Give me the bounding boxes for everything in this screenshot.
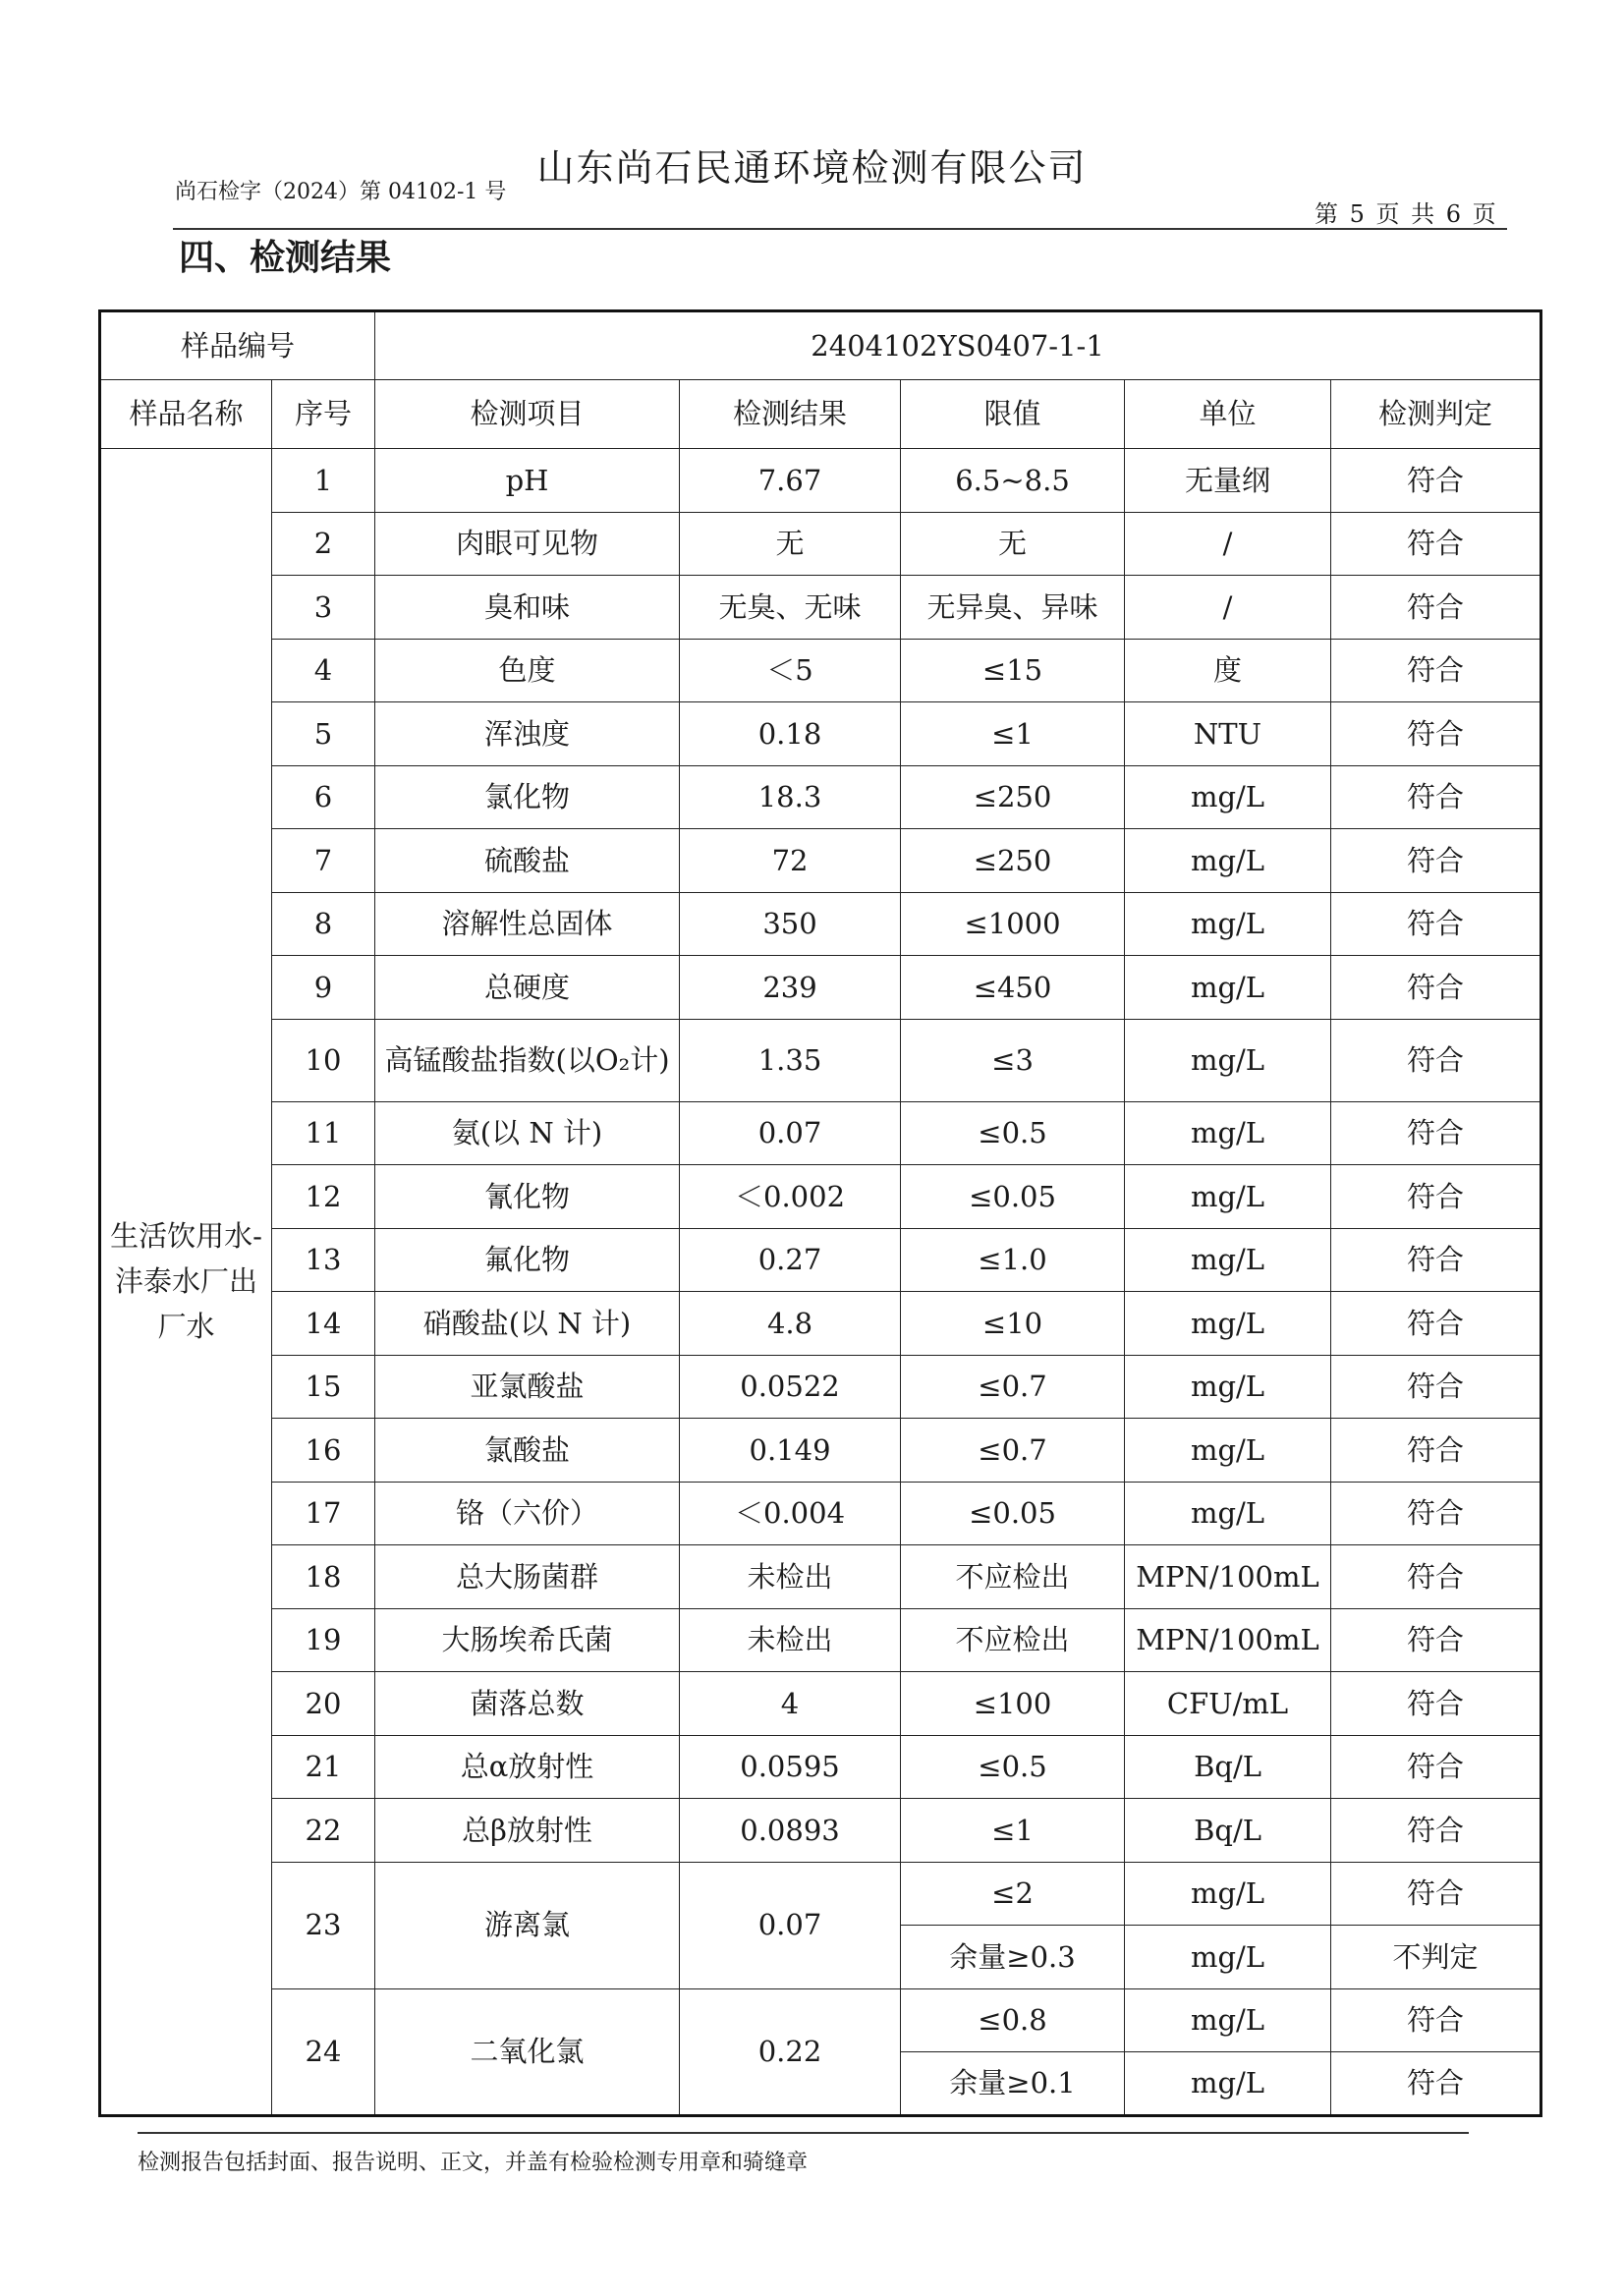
result-row: [100, 1355, 1541, 1419]
unit: mg/L: [1125, 1988, 1331, 2052]
test-item: 总大肠菌群: [375, 1545, 680, 1609]
test-item: 肉眼可见物: [375, 512, 680, 576]
row-number: 11: [272, 1101, 375, 1165]
verdict: 符合: [1331, 1419, 1541, 1483]
column-header-row: [100, 380, 1541, 449]
sample-id-value: 2404102YS0407-1-1: [375, 311, 1541, 380]
test-result: 0.22: [680, 1988, 901, 2115]
column-header: 检测项目: [375, 380, 680, 449]
row-number: 9: [272, 956, 375, 1020]
test-item: 总硬度: [375, 956, 680, 1020]
limit-value: 无: [901, 512, 1125, 576]
unit: /: [1125, 576, 1331, 640]
unit: mg/L: [1125, 1165, 1331, 1229]
result-row: [100, 1101, 1541, 1165]
limit-value: ≤250: [901, 829, 1125, 893]
verdict: 符合: [1331, 1228, 1541, 1292]
test-result: 72: [680, 829, 901, 893]
test-result: ＜0.004: [680, 1482, 901, 1545]
limit-value: 余量≥0.1: [901, 2052, 1125, 2116]
limit-value: ≤100: [901, 1672, 1125, 1736]
footer-divider: [138, 2132, 1469, 2134]
sample-id-label: 样品编号: [100, 311, 375, 380]
company-name: 山东尚石民通环境检测有限公司: [536, 146, 1088, 190]
verdict: 符合: [1331, 765, 1541, 829]
unit: Bq/L: [1125, 1735, 1331, 1799]
test-item: 溶解性总固体: [375, 892, 680, 956]
report-number: 尚石检字（2024）第 04102-1 号: [175, 180, 507, 204]
row-number: 5: [272, 702, 375, 766]
verdict: 符合: [1331, 1988, 1541, 2052]
unit: mg/L: [1125, 1228, 1331, 1292]
unit: mg/L: [1125, 2052, 1331, 2116]
unit: mg/L: [1125, 1292, 1331, 1356]
row-number: 16: [272, 1419, 375, 1483]
verdict: 符合: [1331, 702, 1541, 766]
limit-value: ≤1000: [901, 892, 1125, 956]
limit-value: 不应检出: [901, 1545, 1125, 1609]
test-result: ＜0.002: [680, 1165, 901, 1229]
result-row: [100, 512, 1541, 576]
row-number: 13: [272, 1228, 375, 1292]
test-item: 色度: [375, 639, 680, 702]
row-number: 10: [272, 1019, 375, 1101]
test-result: 0.149: [680, 1419, 901, 1483]
verdict: 符合: [1331, 1799, 1541, 1863]
limit-value: ≤450: [901, 956, 1125, 1020]
verdict: 符合: [1331, 1482, 1541, 1545]
unit: mg/L: [1125, 892, 1331, 956]
verdict: 符合: [1331, 1292, 1541, 1356]
test-result: 0.18: [680, 702, 901, 766]
result-row: [100, 892, 1541, 956]
sample-name-cell: 生活饮用水-沣泰水厂出厂水: [100, 449, 272, 2116]
verdict: 符合: [1331, 512, 1541, 576]
limit-value: ≤1: [901, 1799, 1125, 1863]
row-number: 2: [272, 512, 375, 576]
limit-value: ≤2: [901, 1862, 1125, 1926]
limit-value: ≤0.8: [901, 1988, 1125, 2052]
sample-id-row: [100, 311, 1541, 380]
limit-value: ≤0.05: [901, 1482, 1125, 1545]
unit: mg/L: [1125, 956, 1331, 1020]
test-result: 4: [680, 1672, 901, 1736]
row-number: 15: [272, 1355, 375, 1419]
limit-value: 余量≥0.3: [901, 1926, 1125, 1989]
unit: mg/L: [1125, 1482, 1331, 1545]
test-item: 硝酸盐(以 N 计): [375, 1292, 680, 1356]
unit: 度: [1125, 639, 1331, 702]
test-item: 菌落总数: [375, 1672, 680, 1736]
verdict: 符合: [1331, 1608, 1541, 1672]
result-row: [100, 1735, 1541, 1799]
test-item: 总β放射性: [375, 1799, 680, 1863]
result-row: [100, 702, 1541, 766]
section-title: 四、检测结果: [179, 238, 392, 278]
test-item: pH: [375, 449, 680, 513]
limit-value: 6.5~8.5: [901, 449, 1125, 513]
limit-value: ≤1.0: [901, 1228, 1125, 1292]
row-number: 18: [272, 1545, 375, 1609]
unit: MPN/100mL: [1125, 1545, 1331, 1609]
unit: /: [1125, 512, 1331, 576]
verdict: 符合: [1331, 1862, 1541, 1926]
result-row: [100, 1608, 1541, 1672]
result-row: [100, 1165, 1541, 1229]
unit: mg/L: [1125, 1355, 1331, 1419]
verdict: 符合: [1331, 576, 1541, 640]
result-row: [100, 1292, 1541, 1356]
test-item: 硫酸盐: [375, 829, 680, 893]
column-header: 序号: [272, 380, 375, 449]
verdict: 符合: [1331, 829, 1541, 893]
test-item: 总α放射性: [375, 1735, 680, 1799]
test-result: 0.27: [680, 1228, 901, 1292]
row-number: 23: [272, 1862, 375, 1988]
test-result: 0.07: [680, 1101, 901, 1165]
test-result: 0.0522: [680, 1355, 901, 1419]
test-result: 1.35: [680, 1019, 901, 1101]
limit-value: 不应检出: [901, 1608, 1125, 1672]
test-item: 浑浊度: [375, 702, 680, 766]
test-result: 无: [680, 512, 901, 576]
unit: mg/L: [1125, 1019, 1331, 1101]
row-number: 1: [272, 449, 375, 513]
test-item: 大肠埃希氏菌: [375, 1608, 680, 1672]
unit: MPN/100mL: [1125, 1608, 1331, 1672]
limit-value: ≤15: [901, 639, 1125, 702]
verdict: 符合: [1331, 639, 1541, 702]
verdict: 符合: [1331, 1355, 1541, 1419]
test-result: 0.0893: [680, 1799, 901, 1863]
limit-value: ≤3: [901, 1019, 1125, 1101]
result-row: [100, 765, 1541, 829]
row-number: 12: [272, 1165, 375, 1229]
result-row: [100, 576, 1541, 640]
test-item: 游离氯: [375, 1862, 680, 1988]
test-item: 氯化物: [375, 765, 680, 829]
limit-value: ≤0.5: [901, 1101, 1125, 1165]
unit: CFU/mL: [1125, 1672, 1331, 1736]
column-header: 样品名称: [100, 380, 272, 449]
verdict: 符合: [1331, 956, 1541, 1020]
column-header: 检测结果: [680, 380, 901, 449]
limit-value: 无异臭、异味: [901, 576, 1125, 640]
test-item: 铬（六价）: [375, 1482, 680, 1545]
result-row: [100, 1799, 1541, 1863]
unit: mg/L: [1125, 1862, 1331, 1926]
test-item: 臭和味: [375, 576, 680, 640]
row-number: 17: [272, 1482, 375, 1545]
row-number: 8: [272, 892, 375, 956]
test-result: 7.67: [680, 449, 901, 513]
test-result: 18.3: [680, 765, 901, 829]
test-result: 4.8: [680, 1292, 901, 1356]
verdict: 不判定: [1331, 1926, 1541, 1989]
verdict: 符合: [1331, 1165, 1541, 1229]
row-number: 14: [272, 1292, 375, 1356]
test-result: ＜5: [680, 639, 901, 702]
test-result: 未检出: [680, 1545, 901, 1609]
row-number: 4: [272, 639, 375, 702]
test-item: 高锰酸盐指数(以O₂计): [375, 1019, 680, 1101]
test-item: 亚氯酸盐: [375, 1355, 680, 1419]
unit: Bq/L: [1125, 1799, 1331, 1863]
result-row: [100, 1019, 1541, 1101]
unit: mg/L: [1125, 1419, 1331, 1483]
result-row: [100, 639, 1541, 702]
result-row: [100, 1545, 1541, 1609]
limit-value: ≤0.05: [901, 1165, 1125, 1229]
verdict: 符合: [1331, 1101, 1541, 1165]
test-result: 239: [680, 956, 901, 1020]
test-item: 氟化物: [375, 1228, 680, 1292]
limit-value: ≤0.5: [901, 1735, 1125, 1799]
result-row: [100, 956, 1541, 1020]
verdict: 符合: [1331, 892, 1541, 956]
test-result: 无臭、无味: [680, 576, 901, 640]
result-row: [100, 449, 1541, 513]
limit-value: ≤0.7: [901, 1355, 1125, 1419]
result-row: [100, 1482, 1541, 1545]
row-number: 22: [272, 1799, 375, 1863]
result-row: [100, 1672, 1541, 1736]
result-row: [100, 1419, 1541, 1483]
verdict: 符合: [1331, 449, 1541, 513]
row-number: 19: [272, 1608, 375, 1672]
limit-value: ≤250: [901, 765, 1125, 829]
row-number: 21: [272, 1735, 375, 1799]
row-number: 7: [272, 829, 375, 893]
test-result: 0.07: [680, 1862, 901, 1988]
unit: NTU: [1125, 702, 1331, 766]
result-subrow: [100, 1988, 1541, 2052]
row-number: 3: [272, 576, 375, 640]
test-item: 氨(以 N 计): [375, 1101, 680, 1165]
test-result: 0.0595: [680, 1735, 901, 1799]
footer-note: 检测报告包括封面、报告说明、正文，并盖有检验检测专用章和骑缝章: [138, 2151, 809, 2175]
test-item: 二氧化氯: [375, 1988, 680, 2115]
column-header: 检测判定: [1331, 380, 1541, 449]
test-result: 350: [680, 892, 901, 956]
row-number: 6: [272, 765, 375, 829]
verdict: 符合: [1331, 1545, 1541, 1609]
verdict: 符合: [1331, 2052, 1541, 2116]
limit-value: ≤10: [901, 1292, 1125, 1356]
test-result: 未检出: [680, 1608, 901, 1672]
unit: mg/L: [1125, 765, 1331, 829]
result-subrow: [100, 1862, 1541, 1926]
unit: mg/L: [1125, 1926, 1331, 1989]
column-header: 限值: [901, 380, 1125, 449]
row-number: 24: [272, 1988, 375, 2115]
results-table: [98, 309, 1542, 2117]
test-item: 氯酸盐: [375, 1419, 680, 1483]
unit: mg/L: [1125, 1101, 1331, 1165]
test-item: 氰化物: [375, 1165, 680, 1229]
page-indicator: 第 5 页 共 6 页: [1315, 200, 1498, 228]
column-header: 单位: [1125, 380, 1331, 449]
verdict: 符合: [1331, 1019, 1541, 1101]
unit: mg/L: [1125, 829, 1331, 893]
verdict: 符合: [1331, 1735, 1541, 1799]
row-number: 20: [272, 1672, 375, 1736]
limit-value: ≤1: [901, 702, 1125, 766]
unit: 无量纲: [1125, 449, 1331, 513]
limit-value: ≤0.7: [901, 1419, 1125, 1483]
result-row: [100, 1228, 1541, 1292]
verdict: 符合: [1331, 1672, 1541, 1736]
result-row: [100, 829, 1541, 893]
